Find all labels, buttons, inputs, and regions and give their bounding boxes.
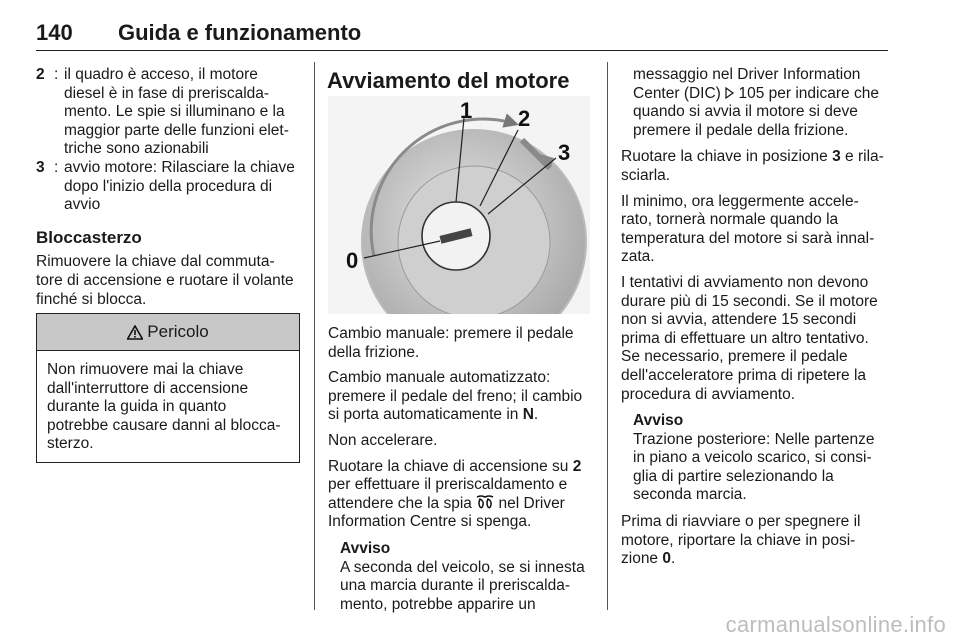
- paragraph: Ruotare la chiave di accensione su 2 per effettuare il preriscaldamento e attendere che la spia nel Driver Information Centre si spenga.: [328, 457, 582, 531]
- list-sep: :: [54, 158, 59, 176]
- pos-label-2: 2: [518, 106, 531, 131]
- paragraph: I tentativi di avviamento non devono durare più di 15 secondi. Se il motore non si avvia, attendere 15 secondi prima di effettuare un altro tentativo. Se necessario, premere il pedale dell'acceleratore prima di ripetere la procedura di avviamento.: [621, 273, 878, 403]
- right-column: [621, 66, 887, 576]
- paragraph: Ruotare la chiave in posizione 3 e rila-sciarla.: [621, 148, 884, 184]
- danger-title: Pericolo: [147, 322, 209, 341]
- danger-text: Non rimuovere mai la chiave dall'interruttore di accensione durante la guida in quanto potrebbe causare danni al blocca-sterzo.: [47, 361, 281, 453]
- section-heading: Bloccasterzo: [36, 227, 142, 247]
- paragraph: Cambio manuale automatizzato: premere il pedale del freno; il cambio si porta automaticamente in N.: [328, 369, 583, 424]
- note-text: messaggio nel Driver Information Center (DIC) 105 per indicare che quando si avvia il motore si deve premere il pedale della frizione.: [633, 66, 879, 139]
- middle-column: [328, 325, 594, 622]
- page-number: 140: [36, 20, 73, 45]
- paragraph: Cambio manuale: premere il pedale della frizione.: [328, 325, 574, 361]
- list-key: 3: [36, 158, 45, 176]
- note-text: Trazione posteriore: Nelle partenze in piano a veicolo scarico, si consi-glia di partire selezionando la seconda marcia.: [633, 430, 875, 504]
- warning-triangle-icon: [127, 325, 143, 340]
- page-title: Guida e funzionamento: [118, 20, 362, 45]
- note-box: [621, 412, 887, 505]
- paragraph: Prima di riavviare o per spegnere il motore, riportare la chiave in posi-zione 0.: [621, 513, 861, 568]
- list-sep: :: [54, 66, 59, 83]
- danger-header: [37, 314, 299, 351]
- list-item: [36, 159, 300, 215]
- danger-box: [36, 313, 300, 463]
- note-box-continued: [621, 66, 887, 140]
- pos-label-1: 1: [460, 98, 473, 123]
- pos-label-3: 3: [558, 140, 571, 165]
- list-item: [36, 66, 300, 159]
- page-header: [36, 8, 888, 51]
- note-box: [328, 540, 594, 614]
- list-key: 2: [36, 66, 45, 83]
- column-divider: [314, 62, 315, 610]
- column-divider: [607, 62, 608, 610]
- page-ref-icon: [725, 87, 734, 99]
- note-title: Avviso: [340, 539, 391, 557]
- glow-plug-icon: [476, 495, 494, 509]
- left-column: [36, 66, 300, 316]
- watermark: carmanualsonline.info: [725, 612, 946, 637]
- ignition-switch-figure: [328, 96, 590, 314]
- note-title: Avviso: [633, 412, 684, 430]
- list-text: il quadro è acceso, il motore diesel è in fase di preriscalda-mento. Le spie si illuminano e la maggior parte delle funzioni elet-triche sono azionabili: [64, 66, 289, 158]
- paragraph: Non accelerare.: [328, 431, 438, 449]
- note-text: A seconda del veicolo, se si innesta una marcia durante il preriscalda-mento, potrebbe apparire un: [340, 558, 585, 613]
- pos-label-0: 0: [346, 248, 359, 273]
- section-title: Avviamento del motore: [327, 68, 570, 93]
- paragraph: Il minimo, ora leggermente accele-rato, tornerà normale quando la temperatura del motore si sarà innal-zata.: [621, 192, 875, 266]
- list-text: avvio motore: Rilasciare la chiave dopo l'inizio della procedura di avvio: [64, 158, 295, 214]
- paragraph: Rimuovere la chiave dal commuta-tore di accensione e ruotare il volante finché si blocca.: [36, 253, 294, 308]
